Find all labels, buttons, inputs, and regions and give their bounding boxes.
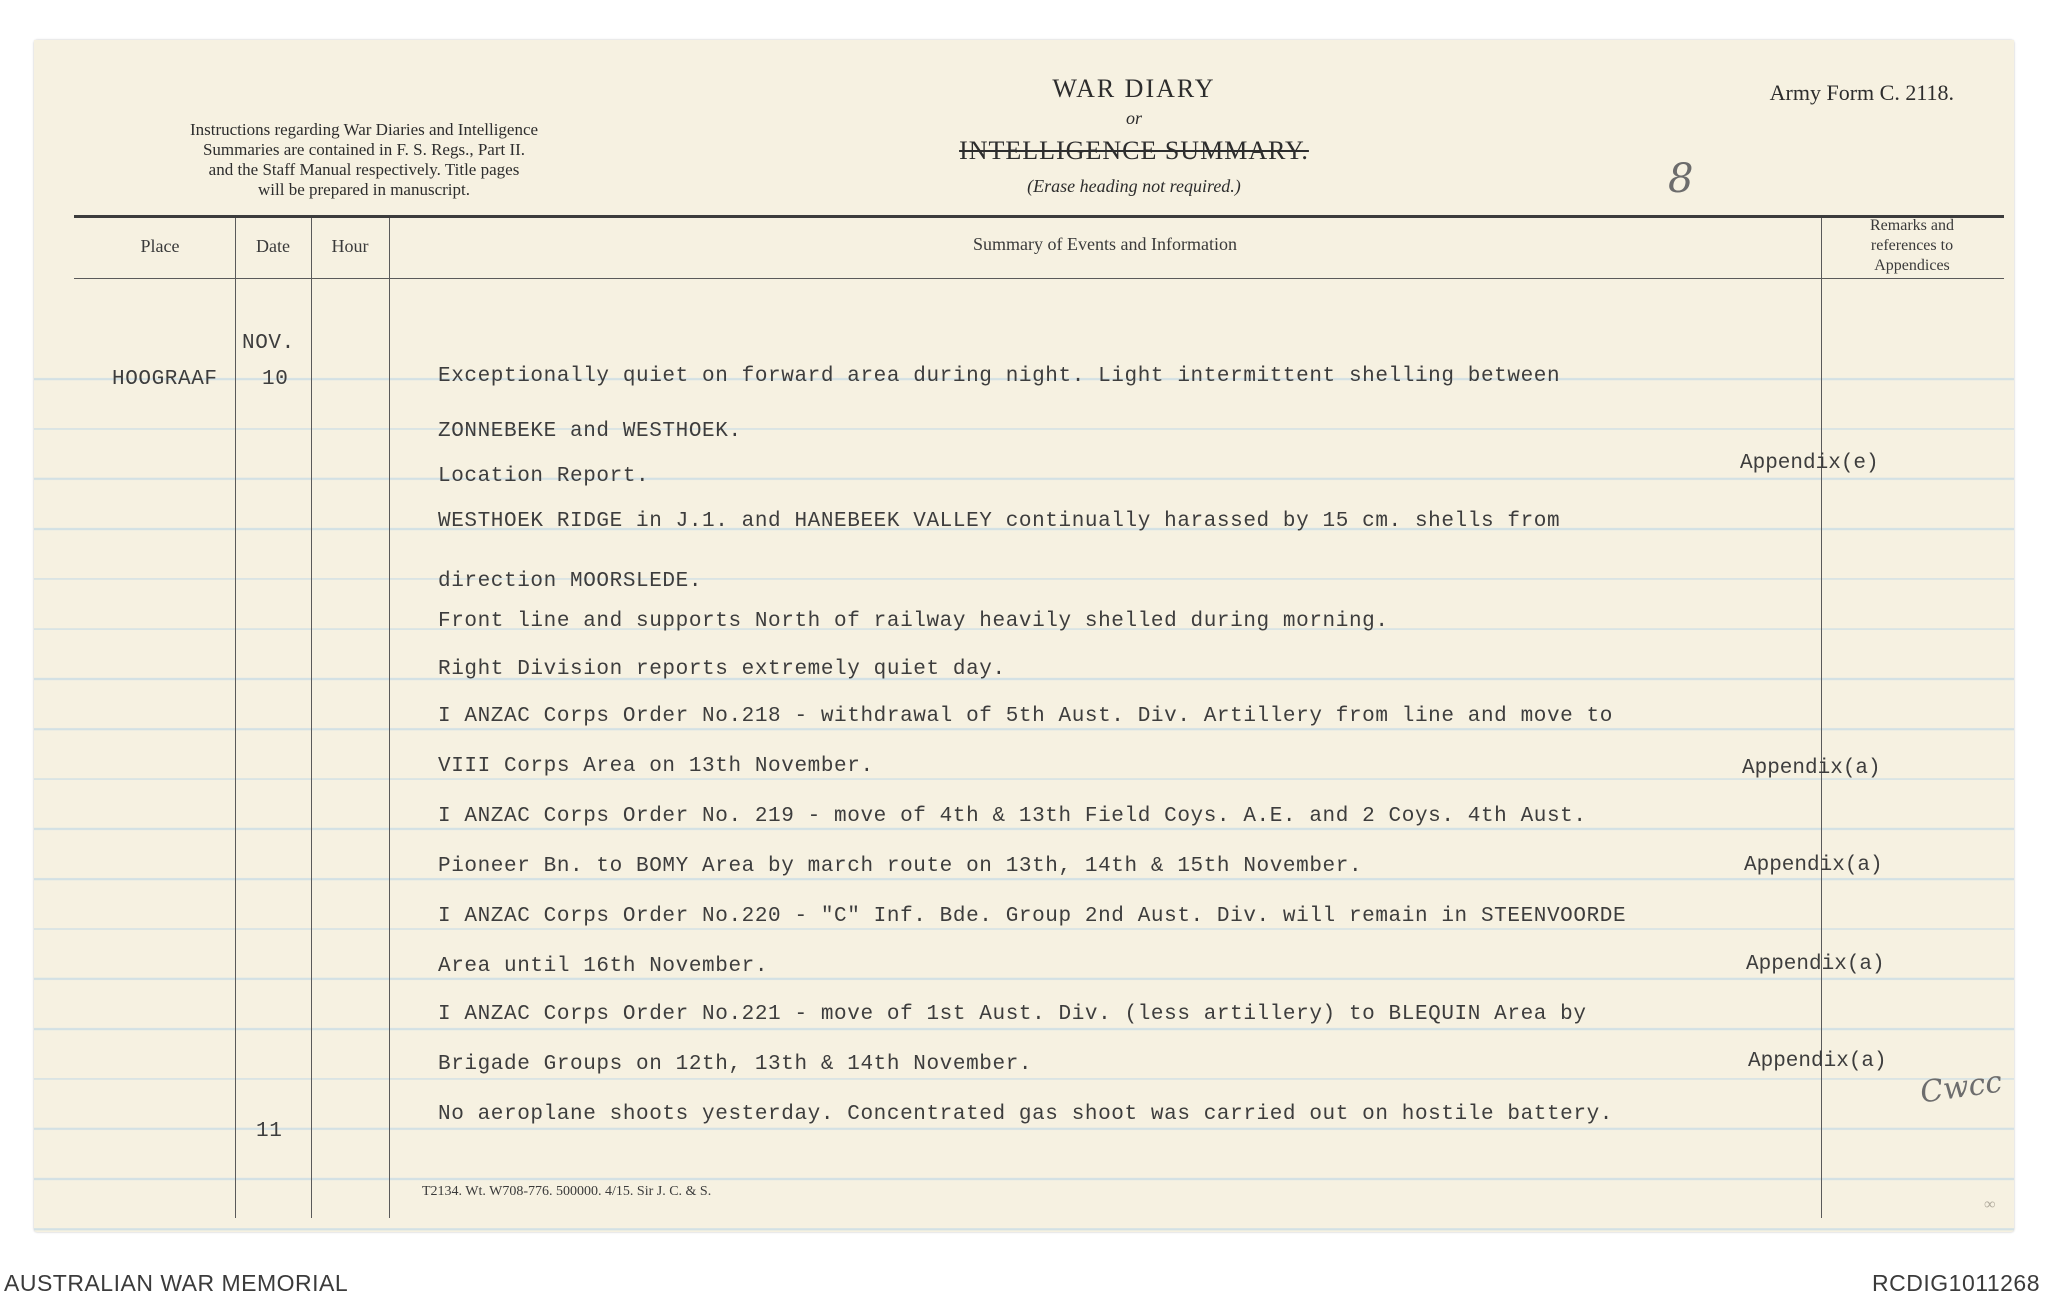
table-top-rule [74, 215, 2004, 218]
infinity-mark: ∞ [1984, 1196, 1996, 1213]
appendix-reference: Appendix(a) [1746, 953, 1885, 976]
table-header-rule [74, 278, 2004, 279]
summary-line: WESTHOEK RIDGE in J.1. and HANEBEEK VALLEY continually harassed by 15 cm. shells from [438, 510, 1561, 533]
remarks-header-line: references to [1870, 237, 1954, 254]
instructions-block [84, 120, 644, 200]
column-header-date: Date [256, 236, 290, 256]
column-header-remarks [1822, 216, 2002, 276]
date-hour-divider [311, 218, 312, 1218]
hour-summary-divider [389, 218, 390, 1218]
summary-line: I ANZAC Corps Order No.221 - move of 1st Aust. Div. (less artillery) to BLEQUIN Area by [438, 1003, 1587, 1026]
instructions-line: will be prepared in manuscript. [258, 180, 470, 199]
remarks-header-line: Remarks and [1870, 217, 1954, 234]
appendix-reference: Appendix(a) [1742, 757, 1881, 780]
place-date-divider [235, 218, 236, 1218]
summary-line: I ANZAC Corps Order No.220 - "C" Inf. Bde. Group 2nd Aust. Div. will remain in STEENVOORDE [438, 905, 1627, 928]
appendix-reference: Appendix(a) [1744, 854, 1883, 877]
summary-line: Exceptionally quiet on forward area during night. Light intermittent shelling between [438, 365, 1561, 388]
appendix-reference: Appendix(a) [1748, 1050, 1887, 1073]
instructions-line: Summaries are contained in F. S. Regs., Part II. [202, 140, 526, 159]
handwritten-initials: Cwcc [1917, 1064, 2005, 1111]
remarks-header-line: Appendices [1874, 257, 1950, 274]
summary-line: Right Division reports extremely quiet day. [438, 658, 1006, 681]
summary-line: I ANZAC Corps Order No.218 - withdrawal of 5th Aust. Div. Artillery from line and move to [438, 705, 1613, 728]
entry-month: NOV. [242, 332, 295, 355]
form-title-or: or [1125, 108, 1142, 128]
page-number: 8 [1668, 156, 1694, 202]
summary-line: I ANZAC Corps Order No. 219 - move of 4th & 13th Field Coys. A.E. and 2 Coys. 4th Aust. [438, 805, 1587, 828]
entry-place: HOOGRAAF [112, 368, 218, 391]
entry-date: 10 [262, 368, 289, 391]
entry-date: 11 [256, 1120, 283, 1143]
summary-line: ZONNEBEKE and WESTHOEK. [438, 420, 742, 443]
summary-line: Location Report. [438, 465, 650, 488]
caption-left: AUSTRALIAN WAR MEMORIAL [4, 1270, 349, 1296]
form-subtitle-struck: INTELLIGENCE SUMMARY. [959, 136, 1309, 165]
erase-note: (Erase heading not required.) [1027, 176, 1241, 196]
printer-code: T2134. Wt. W708-776. 500000. 4/15. Sir J. C. & S. [422, 1184, 712, 1199]
war-diary-sheet [34, 40, 2014, 1232]
instructions-line: Instructions regarding War Diaries and Intelligence [189, 120, 539, 139]
army-form-number: Army Form C. 2118. [1769, 80, 1954, 105]
summary-line: Front line and supports North of railway heavily shelled during morning. [438, 610, 1389, 633]
form-title: WAR DIARY [1052, 74, 1216, 103]
summary-line: VIII Corps Area on 13th November. [438, 755, 874, 778]
summary-line: Area until 16th November. [438, 955, 769, 978]
column-header-hour: Hour [331, 236, 369, 256]
summary-line: No aeroplane shoots yesterday. Concentrated gas shoot was carried out on hostile battery. [438, 1103, 1613, 1126]
caption-right: RCDIG1011268 [1872, 1270, 2040, 1296]
summary-line: Brigade Groups on 12th, 13th & 14th November. [438, 1053, 1033, 1076]
instructions-line: and the Staff Manual respectively. Title pages [208, 160, 520, 179]
column-header-place: Place [140, 236, 180, 256]
column-header-summary: Summary of Events and Information [973, 234, 1237, 254]
summary-line: direction MOORSLEDE. [438, 570, 703, 593]
summary-line: Pioneer Bn. to BOMY Area by march route on 13th, 14th & 15th November. [438, 855, 1363, 878]
appendix-reference: Appendix(e) [1740, 452, 1879, 475]
